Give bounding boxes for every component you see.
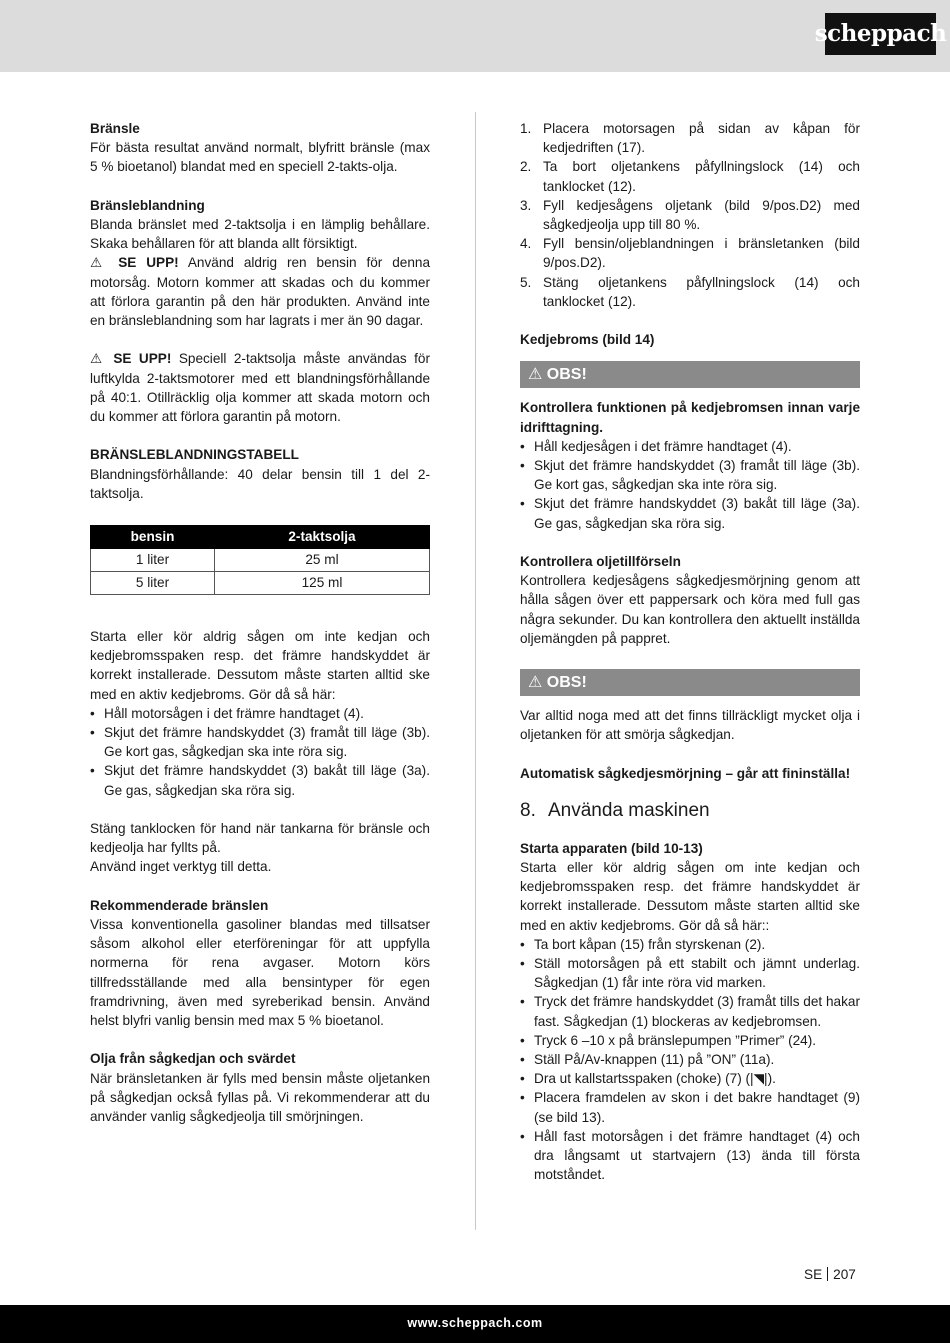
brake-check-text: Kontrollera funktionen på kedjebromsen innan varje idrifttagning.	[520, 400, 860, 435]
list-item: 1. Placera motorsagen på sidan av kåpan för kedjedriften (17).	[520, 121, 860, 156]
table-header-cell: bensin	[91, 526, 215, 549]
obs-banner: ⚠ OBS!	[520, 361, 860, 388]
list-item: • Håll fast motorsågen i det främre handtaget (4) och dra långsamt ut startvajern (13) ända till första motståndet.	[520, 1127, 860, 1185]
warning-label: SE UPP!	[118, 255, 179, 271]
oil-fill-steps	[520, 119, 860, 311]
list-item: • Skjut det främre handskyddet (3) framåt till läge (3b). Ge kort gas, sågkedjan ska inte röra sig.	[520, 456, 860, 494]
chain-oil-heading: Olja från sågkedjan och svärdet	[90, 1051, 296, 1067]
warning-triangle-icon: ⚠	[528, 366, 543, 384]
start-device-heading: Starta apparaten (bild 10-13)	[520, 840, 703, 856]
page-footer	[0, 1305, 950, 1343]
table-heading: BRÄNSLEBLANDNINGSTABELL	[90, 447, 299, 463]
list-item: • Håll kedjesågen i det främre handtaget (4).	[520, 437, 860, 456]
page-number: SE 207	[804, 1267, 856, 1282]
list-item: • Tryck det främre handskyddet (3) framåt tills det hakar fast. Sågkedjan (1) blockeras av kedjebromsen.	[520, 992, 860, 1030]
table-cell: 25 ml	[215, 549, 430, 572]
left-column	[90, 119, 430, 1126]
list-item: • Tryck 6 –10 x på bränslepumpen ”Primer” (24).	[520, 1031, 860, 1050]
warning-paragraph-1	[90, 253, 430, 330]
fuel-text: För bästa resultat använd normalt, blyfritt bränsle (max 5 % bioetanol) blandat med en speciell 2-takts-olja.	[90, 140, 430, 175]
list-item: 4. Fyll bensin/oljeblandningen i bränsletanken (bild 9/pos.D2).	[520, 236, 860, 271]
warning-text: Använd aldrig ren bensin för denna motorsåg. Motorn kommer att skadas och du kommer att förlora garantin på den här produkten. Använd inte en bränsleblandning som har lagrats i mer än 90 dagar.	[90, 255, 431, 329]
list-item: • Skjut det främre handskyddet (3) bakåt till läge (3a). Ge gas, sågkedjan ska röra sig.	[520, 494, 860, 532]
warning-triangle-icon: ⚠	[528, 674, 543, 692]
warning-triangle-icon: ⚠	[90, 351, 106, 367]
table-cell: 1 liter	[91, 549, 215, 572]
list-item: • Ställ motorsågen på ett stabilt och jämnt underlag. Sågkedjan (1) får inte röra vid marken.	[520, 954, 860, 992]
recommended-fuels-heading: Rekommenderade bränslen	[90, 897, 269, 913]
list-item: • Dra ut kallstartsspaken (choke) (7) (|◥|).	[520, 1069, 860, 1088]
column-divider	[475, 112, 476, 1230]
warning-paragraph-2	[90, 349, 430, 426]
oil-supply-heading: Kontrollera oljetillförseln	[520, 554, 681, 570]
list-item: • Placera framdelen av skon i det bakre handtaget (9) (se bild 13).	[520, 1088, 860, 1126]
list-item: 3. Fyll kedjesågens oljetank (bild 9/pos.D2) med sågkedjeolja upp till 80 %.	[520, 197, 860, 233]
auto-lubrication-text: Automatisk sågkedjesmörjning – går att fininställa!	[520, 765, 851, 781]
recommended-fuels-text: Vissa konventionella gasoliner blandas med tillsatser såsom alkohol eller eterföreningar för att uppfylla normerna för rena avgaser. Motorn körs tillfredsställande med alla bensintyper för egen framdrivning, även med syreberikad bensin. Använd helst blyfri vanlig bensin med max 5 % bioetanol.	[90, 917, 430, 1029]
oil-supply-text: Kontrollera kedjesågens sågkedjesmörjning genom att hålla sågen över ett pappersark och köra med full gas några sekunder. Du kan kontrollera den aktuellt inställda oljemängden på pappret.	[520, 573, 860, 646]
table-row	[91, 549, 430, 572]
fuel-mix-table	[90, 525, 430, 595]
table-cell: 5 liter	[91, 572, 215, 595]
table-cell: 125 ml	[215, 572, 430, 595]
list-item: • Ta bort kåpan (15) från styrskenan (2).	[520, 935, 860, 954]
website-link[interactable]: www.scheppach.com	[407, 1316, 543, 1331]
close-tank-text: Stäng tanklocken för hand när tankarna för bränsle och kedjeolja har fyllts på.	[90, 821, 430, 856]
list-item: • Ställ På/Av-knappen (11) på ”ON” (11a).	[520, 1050, 860, 1069]
table-header-cell: 2-taktsolja	[215, 526, 430, 549]
list-item: • Skjut det främre handskyddet (3) bakåt till läge (3a). Ge gas, sågkedjan ska röra sig.	[90, 761, 430, 799]
obs-oil-text: Var alltid noga med att det finns tillräckligt mycket olja i oljetanken för att smörja sågkedjan.	[520, 708, 860, 743]
chain-brake-heading: Kedjebroms (bild 14)	[520, 332, 655, 348]
mix-heading: Bränsleblandning	[90, 197, 205, 213]
table-row	[91, 572, 430, 595]
obs-banner: ⚠ OBS!	[520, 669, 860, 696]
table-intro: Blandningsförhållande: 40 delar bensin till 1 del 2-taktsolja.	[90, 466, 430, 501]
table-header-row	[91, 526, 430, 549]
right-column	[520, 119, 860, 1185]
warning-triangle-icon: ⚠	[90, 255, 109, 271]
list-item: 5. Stäng oljetankens påfyllningslock (14) och tanklocket (12).	[520, 274, 860, 309]
scheppach-logo: scheppach	[825, 13, 936, 55]
warning-label: SE UPP!	[113, 351, 172, 367]
fuel-heading: Bränsle	[90, 121, 140, 136]
start-device-bullet-list	[520, 935, 860, 1185]
start-warning-text: Starta eller kör aldrig sågen om inte kedjan och kedjebromsspaken resp. det främre handskyddet är korrekt installerade. Dessutom måste starten alltid ske med en aktiv kedjebroms. Gör då så här:	[90, 629, 430, 702]
start-bullet-list	[90, 704, 430, 800]
start-device-text: Starta eller kör aldrig sågen om inte kedjan och kedjebromsspaken resp. det främre handskyddet är korrekt installerade. Dessutom måste starten alltid ske med en aktiv kedjebroms. Gör då så här::	[520, 860, 860, 933]
section-heading: 8. Använda maskinen	[520, 799, 710, 821]
brake-bullet-list	[520, 437, 860, 533]
list-item: 2. Ta bort oljetankens påfyllningslock (14) och tanklocket (12).	[520, 159, 860, 194]
list-item: • Håll motorsågen i det främre handtaget (4).	[90, 704, 430, 723]
page-header	[0, 0, 950, 72]
mix-text: Blanda bränslet med 2-taktsolja i en lämplig behållare. Skaka behållaren för att blanda allt försiktigt.	[90, 217, 430, 252]
list-item: • Skjut det främre handskyddet (3) framåt till läge (3b). Ge kort gas, sågkedjan ska inte röra sig.	[90, 723, 430, 761]
warning-text: Speciell 2-taktsolja måste användas för luftkylda 2-taktsmotorer med ett blandningsförhållande på 40:1. Otillräcklig olja kommer att skada motorn och du kommer att förlora garantin på motorn.	[90, 351, 431, 425]
no-tool-text: Använd inget verktyg till detta.	[90, 859, 272, 875]
chain-oil-text: När bränsletanken är fylls med bensin måste oljetanken på sågkedjan också fyllas på. Vi rekommenderar att du använder vanlig sågkedjeolja till smörjningen.	[90, 1070, 430, 1125]
